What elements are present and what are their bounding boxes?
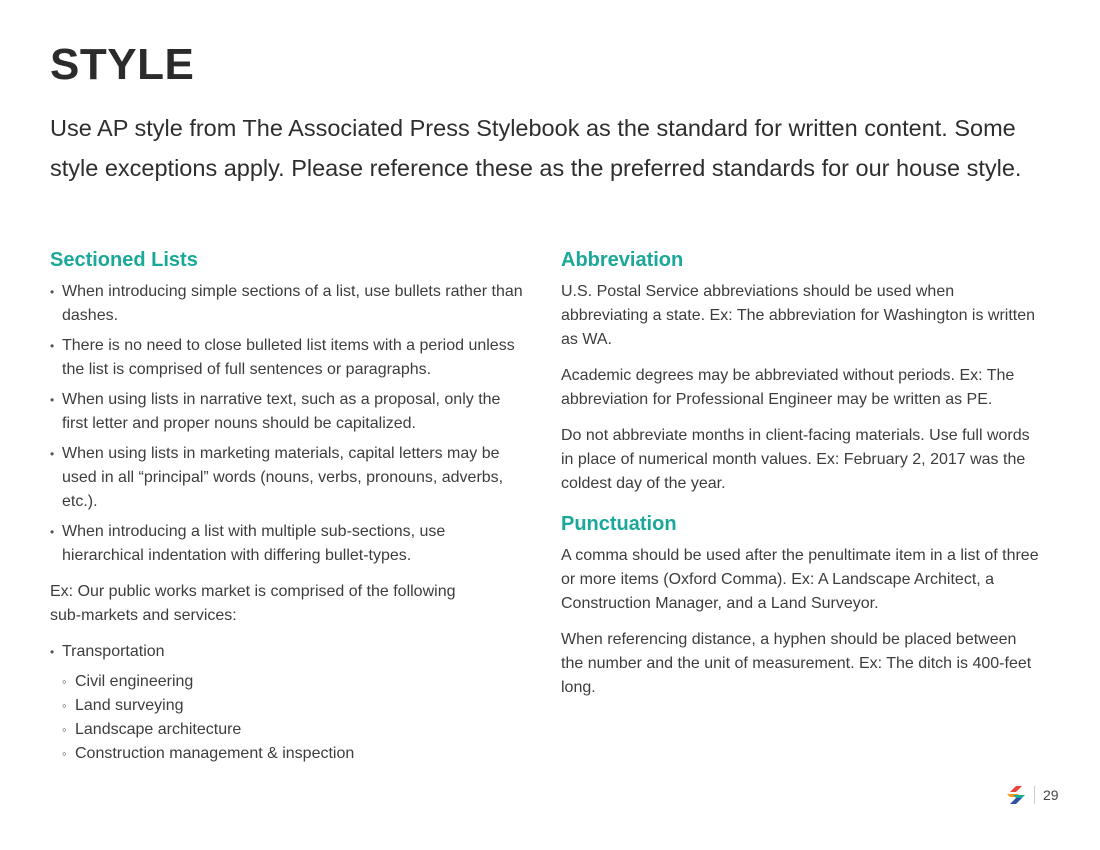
abbreviation-paragraph: Do not abbreviate months in client-facing materials. Use full words in place of numerical month values. Ex: February 2, 2017 was the coldest day of the year. [561,427,1030,492]
punctuation-paragraph: A comma should be used after the penultimate item in a list of three or more items (Oxford Comma). Ex: A Landscape Architect, a Construction Manager, and a Land Surveyor. [561,547,1039,612]
sub-list-item: ◦ Construction management & inspection [50,742,530,766]
sub-list-item: ◦ Land surveying [50,694,530,718]
sub-list-item: ◦ Civil engineering [50,670,530,694]
list-item: • When using lists in narrative text, such as a proposal, only the first letter and proper nouns should be capitalized. [50,388,530,436]
page-number: 29 [1043,787,1059,803]
right-column [561,246,1041,712]
sub-list-item: ◦ Landscape architecture [50,718,530,742]
list-item: • When introducing a list with multiple sub-sections, use hierarchical indentation with differing bullet-types. [50,520,530,568]
example-list [50,640,530,664]
list-item: • There is no need to close bulleted list items with a period unless the list is comprised of full sentences or paragraphs. [50,334,530,382]
intro-paragraph: Use AP style from The Associated Press Stylebook as the standard for written content. Some style exceptions apply. Please reference these as the preferred standards for our house style. [50,115,1022,181]
abbreviation-paragraph: Academic degrees may be abbreviated without periods. Ex: The abbreviation for Professional Engineer may be written as PE. [561,367,1015,408]
example-sub-list [50,670,530,766]
page-footer [1006,784,1059,806]
abbreviation-paragraph: U.S. Postal Service abbreviations should be used when abbreviating a state. Ex: The abbreviation for Washington is written as WA. [561,283,1036,348]
example-bullet: • Transportation [50,640,530,664]
section-heading-abbreviation: Abbreviation [561,249,684,271]
page-title: STYLE [50,40,195,89]
list-item: • When introducing simple sections of a list, use bullets rather than dashes. [50,280,530,328]
list-item: • When using lists in marketing materials, capital letters may be used in all “principal” words (nouns, verbs, pronouns, adverbs, etc.). [50,442,530,514]
guideline-list [50,280,530,568]
footer-divider [1034,786,1035,804]
brand-logo-icon [1006,785,1026,805]
section-heading-sectioned-lists: Sectioned Lists [50,249,198,271]
punctuation-paragraph: When referencing distance, a hyphen should be placed between the number and the unit of measurement. Ex: The ditch is 400-feet long. [561,631,1032,696]
left-column [50,246,530,766]
section-heading-punctuation: Punctuation [561,513,677,535]
example-intro: Ex: Our public works market is comprised of the following sub-markets and services: [50,583,456,624]
